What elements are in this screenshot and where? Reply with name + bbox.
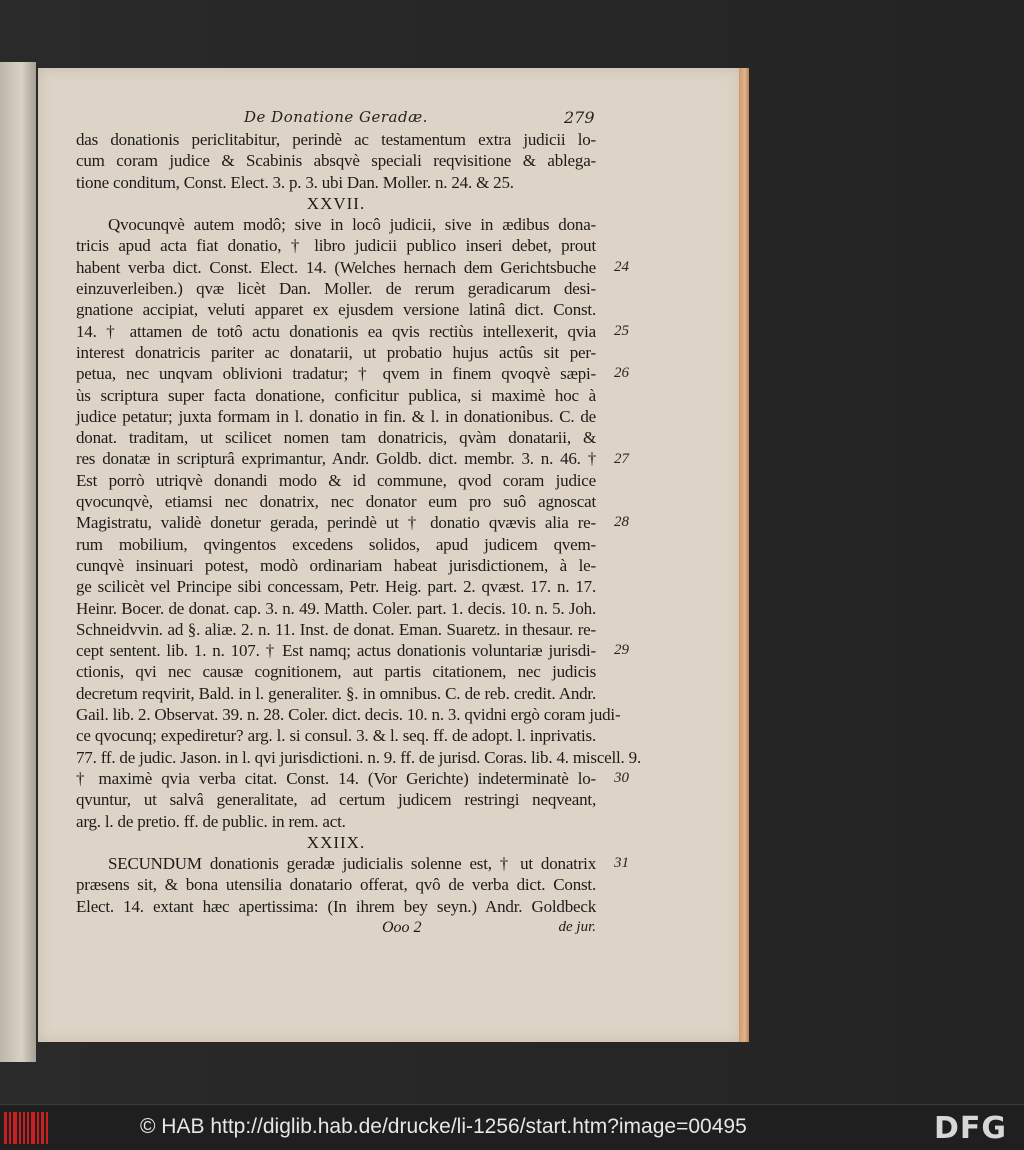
text-line: interest donatricis pariter ac donatarii, ut probatio hujus actûs sit per-	[76, 342, 596, 362]
text-line: cunqvè insinuari potest, modò ordinariam habeat jurisdictionem, à le-	[76, 555, 596, 575]
text-line: 77. ff. de judic. Jason. in l. qvi jurisdictioni. n. 9. ff. de jurisd. Coras. lib. 4. miscell. 9.	[76, 747, 642, 767]
text-line: ùs scriptura super facta donatione, conficitur publica, si maximè hoc à	[76, 385, 596, 405]
text-line: rum mobilium, qvingentos excedens solidos, apud judicem qvem-	[76, 534, 596, 554]
text-line: ge scilicèt vel Principe sibi concessam, Petr. Heig. part. 2. qvæst. 17. n. 17.	[76, 577, 596, 597]
margin-number: 28	[614, 514, 629, 531]
text-line: Elect. 14. extant hæc apertissima: (In ihrem bey seyn.) Andr. Goldbeck	[76, 896, 596, 916]
section-heading: XXIIX.	[306, 832, 366, 852]
margin-number: 27	[614, 450, 629, 467]
margin-number: 31	[614, 855, 629, 872]
text-line: judice petatur; juxta formam in l. donatio in fin. & l. in donationibus. C. de	[76, 406, 596, 426]
text-line: habent verba dict. Const. Elect. 14. (Welches hernach dem Gerichtsbuche	[76, 257, 596, 277]
text-line: cum coram judice & Scabinis absqvè speciali reqvisitione & ablega-	[76, 151, 596, 171]
text-line: qvuntur, ut salvâ generalitate, ad certum judicem restringi neqveant,	[76, 790, 596, 810]
text-line: gnatione accipiat, veluti apparet ex ejusdem versione latinâ dict. Const.	[76, 300, 596, 320]
text-line: Heinr. Bocer. de donat. cap. 3. n. 49. Matth. Coler. part. 1. decis. 10. n. 5. Joh.	[76, 598, 596, 618]
text-line: † maximè qvia verba citat. Const. 14. (Vor Gerichte) indeterminatè lo-	[76, 768, 596, 788]
text-line: Est porrò utriqvè donandi modo & id commune, qvod coram judice	[76, 470, 596, 490]
text-line: Gail. lib. 2. Observat. 39. n. 28. Coler. dict. decis. 10. n. 3. qvidni ergò coram judi-	[76, 705, 621, 725]
text-line: einzuverleiben.) qvæ licèt Dan. Moller. de rerum geradicarum desi-	[76, 279, 596, 299]
facing-page-edge	[0, 62, 36, 1062]
text-line: das donationis periclitabitur, perindè ac testamentum extra judicii lo-	[76, 130, 596, 149]
page-fore-edge	[739, 68, 749, 1042]
text-line: Schneidvvin. ad §. aliæ. 2. n. 11. Inst. de donat. Eman. Suaretz. in thesaur. re-	[76, 619, 596, 639]
catchword: de jur.	[558, 918, 596, 935]
margin-number: 24	[614, 258, 629, 275]
footer-bar	[0, 1104, 1024, 1150]
text-line: ce qvocunq; expediretur? arg. l. si consul. 3. & l. seq. ff. de adopt. l. inprivatis.	[76, 726, 596, 746]
text-line: petua, nec unqvam oblivioni tradatur; † qvem in finem qvoqvè sæpi-	[76, 364, 596, 384]
section-heading: XXVII.	[306, 193, 366, 213]
text-line: arg. l. de pretio. ff. de public. in rem. act.	[76, 811, 346, 831]
text-line: donat. traditam, ut scilicet nomen tam donatricis, qvàm donatarii, &	[76, 428, 596, 448]
text-line: 14. † attamen de totô actu donationis ea qvis rectiùs intellexerit, qvia	[76, 321, 596, 341]
text-line: præsens sit, & bona utensilia donatario offerat, qvô de verba dict. Const.	[76, 875, 596, 895]
text-line: qvocunqvè, etiamsi nec donatrix, nec donator eum pro suô agnoscat	[76, 492, 596, 512]
text-line: ctionis, qvi nec causæ cognitionem, aut partis citationem, nec judicis	[76, 662, 596, 682]
page-number: 279	[564, 108, 595, 127]
text-line: tricis apud acta fiat donatio, † libro judicii publico inseri debet, prout	[76, 236, 596, 256]
text-line: SECUNDUM donationis geradæ judicialis solenne est, † ut donatrix	[108, 854, 596, 874]
catchword-row	[76, 917, 596, 938]
text-line: cept sentent. lib. 1. n. 107. † Est namq; actus donationis voluntariæ jurisdi-	[76, 641, 596, 661]
dfg-logo: DFG	[934, 1111, 1008, 1146]
text-line: Qvocunqvè autem modô; sive in locô judicii, sive in ædibus dona-	[108, 215, 596, 235]
margin-number: 29	[614, 642, 629, 659]
text-line: res donatæ in scripturâ exprimantur, Andr. Goldb. dict. membr. 3. n. 46. †	[76, 449, 596, 469]
text-line: tione conditum, Const. Elect. 3. p. 3. ubi Dan. Moller. n. 24. & 25.	[76, 172, 514, 192]
barcode-icon	[4, 1112, 48, 1144]
signature-mark: Ooo 2	[382, 918, 422, 936]
text-line: decretum reqvirit, Bald. in l. generaliter. §. in omnibus. C. de reb. credit. Andr.	[76, 683, 596, 703]
margin-number: 30	[614, 770, 629, 786]
text-line: Magistratu, validè donetur gerada, perindè ut † donatio qvævis alia re-	[76, 513, 596, 533]
running-head: De Donatione Geradæ.	[244, 108, 428, 126]
copyright-url[interactable]: © HAB http://diglib.hab.de/drucke/li-1256/start.htm?image=00495	[140, 1115, 747, 1138]
margin-number: 26	[614, 365, 629, 382]
margin-number: 25	[614, 322, 629, 339]
